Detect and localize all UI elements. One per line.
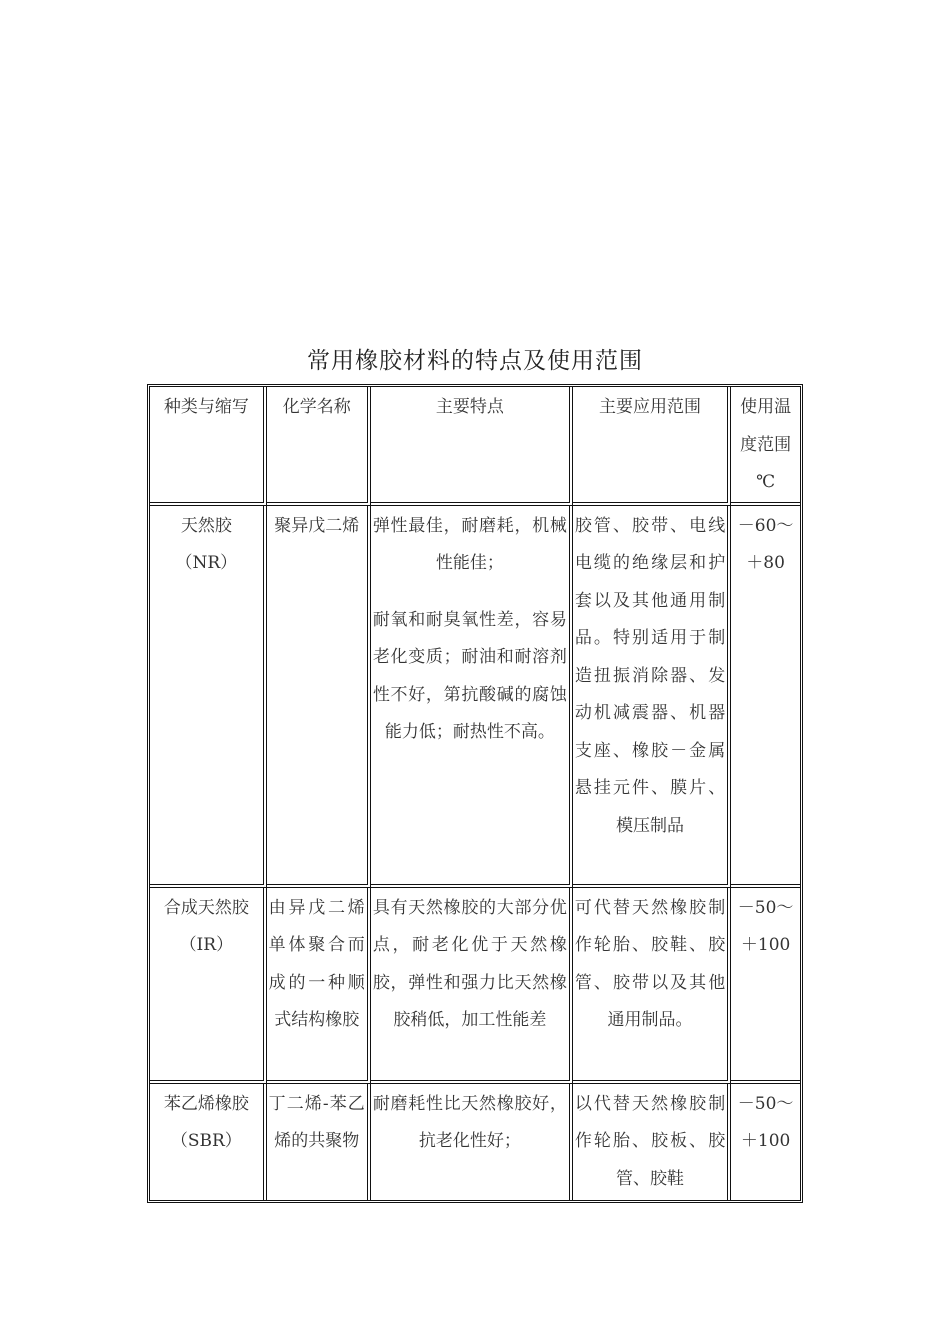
cell-chem-name: 丁二烯-苯乙烯的共聚物 xyxy=(267,1084,371,1200)
table-row xyxy=(150,888,800,1084)
cell-features xyxy=(371,506,573,888)
cell-applications: 以代替天然橡胶制作轮胎、胶板、胶管、胶鞋 xyxy=(573,1084,731,1200)
temp-min: －50～ xyxy=(737,897,794,918)
cell-applications: 胶管、胶带、电线电缆的绝缘层和护套以及其他通用制品。特别适用于制造扭振消除器、发动机减震器、机器支座、橡胶－金属悬挂元件、膜片、模压制品 xyxy=(573,506,731,888)
type-abbr: （IR） xyxy=(179,935,234,955)
type-abbr: （NR） xyxy=(175,553,238,573)
type-abbr: （SBR） xyxy=(170,1131,242,1151)
rubber-materials-table xyxy=(147,384,803,1203)
temp-max: ＋100 xyxy=(740,935,791,955)
type-name: 天然胶 xyxy=(180,515,232,536)
features-pros: 弹性最佳，耐磨耗，机械性能佳； xyxy=(372,515,567,573)
cell-features: 具有天然橡胶的大部分优点，耐老化优于天然橡胶，弹性和强力比天然橡胶稍低，加工性能差 xyxy=(371,888,573,1084)
cell-type xyxy=(150,506,267,888)
temp-max: ＋100 xyxy=(740,1131,791,1151)
type-name: 合成天然胶 xyxy=(163,897,249,918)
cell-temperature xyxy=(731,506,800,888)
document-title: 常用橡胶材料的特点及使用范围 xyxy=(307,348,643,374)
features-cons: 耐氧和耐臭氧性差，容易老化变质；耐油和耐溶剂性不好，第抗酸碱的腐蚀能力低；耐热性不高。 xyxy=(372,609,567,742)
cell-applications: 可代替天然橡胶制作轮胎、胶鞋、胶管、胶带以及其他通用制品。 xyxy=(573,888,731,1084)
table-header-row xyxy=(150,387,800,506)
cell-type xyxy=(150,888,267,1084)
header-chem-name: 化学名称 xyxy=(267,387,371,506)
temp-min: －60～ xyxy=(737,515,794,536)
cell-features: 耐磨耗性比天然橡胶好，抗老化性好； xyxy=(371,1084,573,1200)
cell-temperature xyxy=(731,1084,800,1200)
cell-type xyxy=(150,1084,267,1200)
header-temp-line: 度范围 xyxy=(740,434,792,455)
type-name: 苯乙烯橡胶 xyxy=(163,1093,249,1114)
temp-min: －50～ xyxy=(737,1093,794,1114)
header-temp-line: 使用温 xyxy=(740,397,792,417)
header-temperature xyxy=(731,387,800,506)
cell-temperature xyxy=(731,888,800,1084)
header-applications: 主要应用范围 xyxy=(573,387,731,506)
table-row xyxy=(150,1084,800,1200)
table-row xyxy=(150,506,800,888)
cell-chem-name: 聚异戊二烯 xyxy=(267,506,371,888)
cell-chem-name: 由异戊二烯单体聚合而成的一种顺式结构橡胶 xyxy=(267,888,371,1084)
header-temp-unit: ℃ xyxy=(756,472,776,492)
temp-max: ＋80 xyxy=(746,553,785,573)
header-features: 主要特点 xyxy=(371,387,573,506)
header-type: 种类与缩写 xyxy=(150,387,267,506)
